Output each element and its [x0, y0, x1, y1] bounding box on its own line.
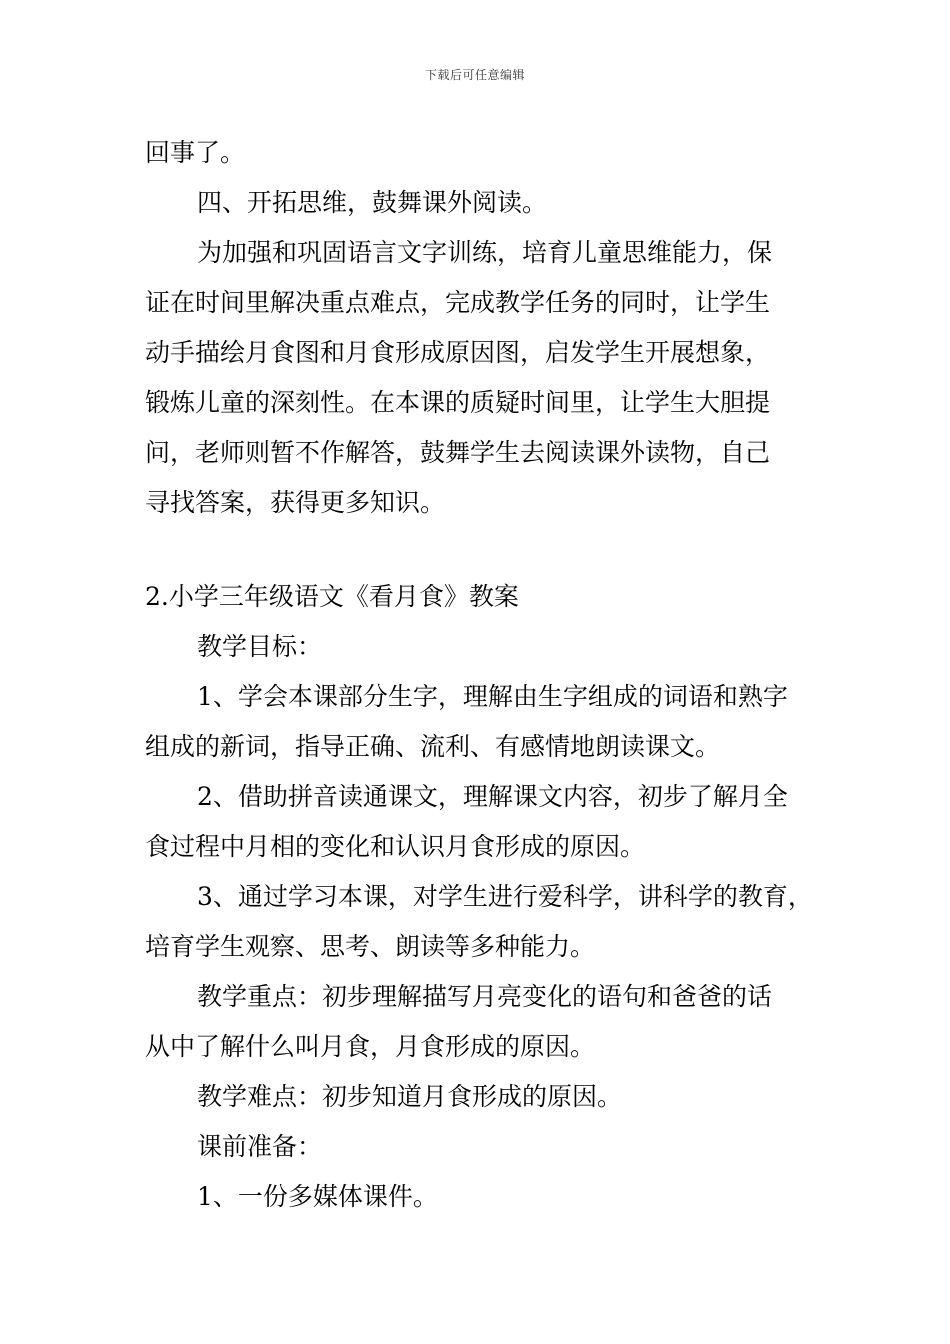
text-line: 为加强和巩固语言文字训练，培育儿童思维能力，保 — [197, 238, 773, 267]
text-line: 教学目标： — [197, 632, 323, 661]
text-line: 锻炼儿童的深刻性。在本课的质疑时间里，让学生大胆提 — [145, 388, 771, 417]
section-previous-text — [145, 128, 825, 528]
text-line: 2、借助拼音读通课文，理解课文内容，初步了解月全 — [197, 782, 788, 811]
text-line: 问，老师则暂不作解答，鼓舞学生去阅读课外读物，自己 — [145, 438, 771, 467]
text-line: 3、通过学习本课，对学生进行爱科学，讲科学的教育， — [197, 882, 813, 911]
text-line: 寻找答案，获得更多知识。 — [145, 488, 446, 517]
text-line: 组成的新词，指导正确、流利、有感情地朗读课文。 — [145, 732, 721, 761]
text-line: 动手描绘月食图和月食形成原因图，启发学生开展想象， — [145, 338, 771, 367]
section-lesson-plan — [145, 572, 825, 1222]
text-line: 回事了。 — [145, 138, 246, 167]
text-line: 证在时间里解决重点难点，完成教学任务的同时，让学生 — [145, 288, 771, 317]
document-body — [145, 128, 825, 1222]
text-line: 教学重点：初步理解描写月亮变化的语句和爸爸的话 — [197, 982, 773, 1011]
text-line: 四、开拓思维，鼓舞课外阅读。 — [197, 188, 548, 217]
text-line: 从中了解什么叫月食，月食形成的原因。 — [145, 1032, 596, 1061]
section-title: 2.小学三年级语文《看月食》教案 — [145, 582, 519, 611]
text-line: 培育学生观察、思考、朗读等多种能力。 — [145, 932, 596, 961]
text-line: 食过程中月相的变化和认识月食形成的原因。 — [145, 832, 646, 861]
section-gap — [145, 528, 825, 572]
text-line: 课前准备： — [197, 1132, 323, 1161]
text-line: 1、一份多媒体课件。 — [197, 1182, 438, 1211]
text-line: 教学难点：初步知道月食形成的原因。 — [197, 1082, 623, 1111]
page-header: 下载后可任意编辑 — [424, 68, 525, 82]
text-line: 1、学会本课部分生字，理解由生字组成的词语和熟字 — [197, 682, 788, 711]
